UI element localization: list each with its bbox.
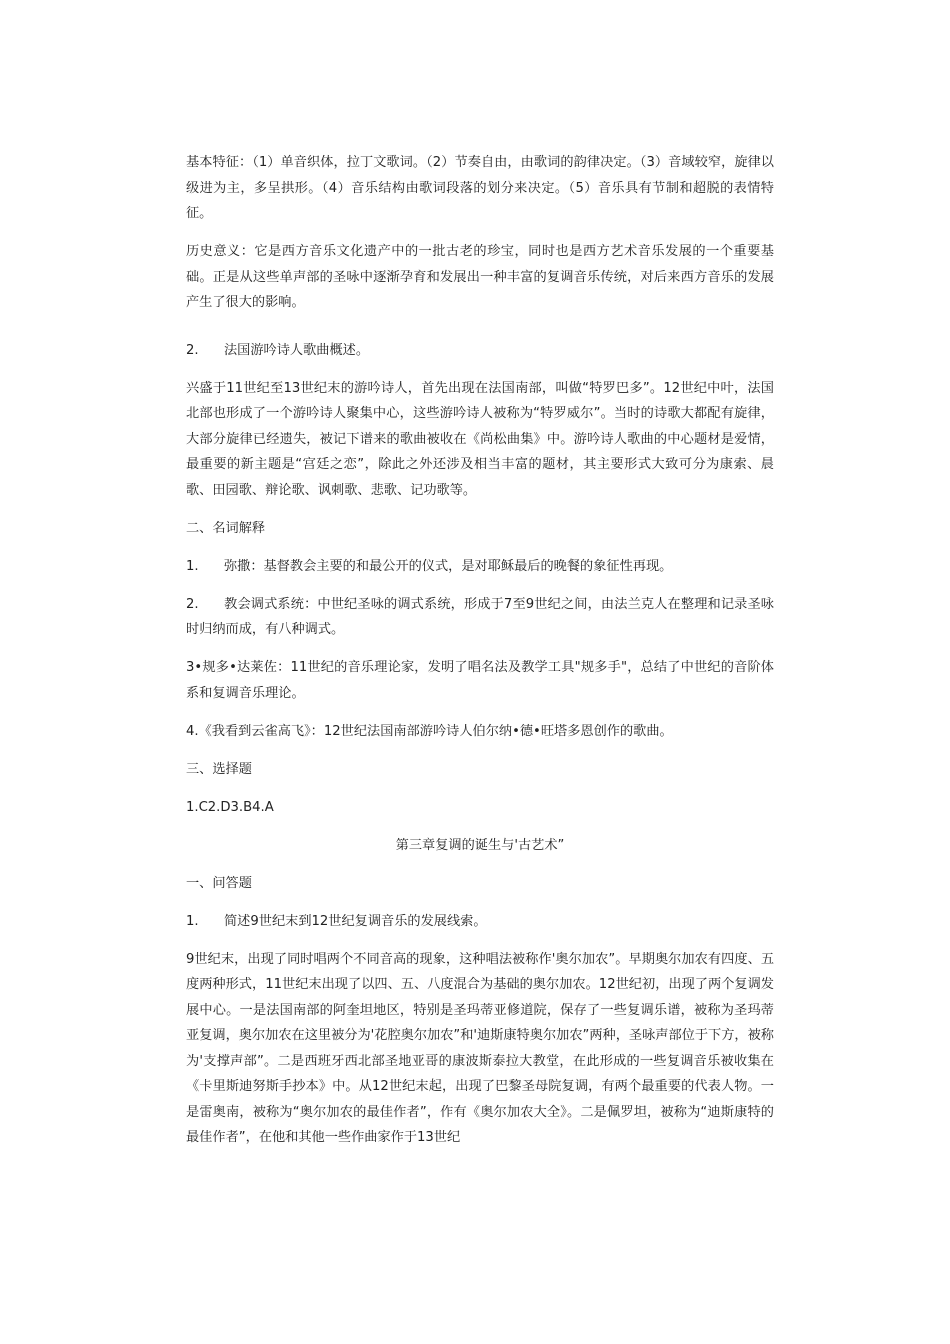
paragraph-basic-features: 基本特征：（1）单音织体，拉丁文歌词。（2）节奏自由，由歌词的韵律决定。（3）音域较窄，旋律以级进为主，多呈拱形。（4）音乐结构由歌词段落的划分来决定。（5）音乐具有节制和超脱的表情特征。 [186, 155, 774, 221]
list-number: 1. [186, 913, 199, 929]
term-skylark: 4.《我看到云雀高飞》：12世纪法国南部游吟诗人伯尔纳•德•旺塔多恩创作的歌曲。 [186, 723, 673, 739]
paragraph-historical-significance: 历史意义：它是西方音乐文化遗产中的一批古老的珍宝，同时也是西方艺术音乐发展的一个重要基础。正是从这些单声部的圣咏中逐渐孕育和发展出一种丰富的复调音乐传统，对后来西方音乐的发展产生了很大的影响。 [186, 244, 774, 310]
section-heading-questions: 一、问答题 [186, 875, 252, 891]
question-text: 简述9世纪末到12世纪复调音乐的发展线索。 [224, 913, 487, 929]
choice-answers: 1.C2.D3.B4.A [186, 799, 274, 815]
section-heading-choice: 三、选择题 [186, 761, 252, 777]
term-text: 教会调式系统：中世纪圣咏的调式系统，形成于7至9世纪之间，由法兰克人在整理和记录圣咏时归纳而成，有八种调式。 [186, 596, 774, 637]
term-text: 弥撒：基督教会主要的和最公开的仪式，是对耶稣最后的晚餐的象征性再现。 [224, 558, 673, 574]
list-number: 2. [186, 596, 199, 612]
question-heading-2 [186, 338, 774, 364]
paragraph-troubadour: 兴盛于11世纪至13世纪末的游吟诗人，首先出现在法国南部，叫做“特罗巴多”。12世纪中叶，法国北部也形成了一个游吟诗人聚集中心，这些游吟诗人被称为“特罗威尔”。当时的诗歌大都配有旋律，大部分旋律已经遗失，被记下谱来的歌曲被收在《尚松曲集》中。游吟诗人歌曲的中心题材是爱情，最重要的新主题是“宫廷之恋”，除此之外还涉及相当丰富的题材，其主要形式大致可分为康索、晨歌、田园歌、辩论歌、讽刺歌、悲歌、记功歌等。 [186, 380, 774, 498]
term-guido: 3•规多•达莱佐：11世纪的音乐理论家，发明了唱名法及教学工具"规多手"，总结了中世纪的音阶体系和复调音乐理论。 [186, 660, 774, 701]
document-page [186, 150, 774, 1163]
chapter-title: 第三章复调的诞生与'古艺术” [395, 837, 565, 853]
list-number: 1. [186, 558, 199, 574]
term-church-modes [186, 592, 774, 643]
question-text: 法国游吟诗人歌曲概述。 [224, 342, 370, 358]
section-heading-terms: 二、名词解释 [186, 520, 266, 536]
list-number: 2. [186, 342, 199, 358]
term-mass [186, 554, 774, 580]
question-heading-1 [186, 909, 774, 935]
paragraph-polyphony-development: 9世纪末，出现了同时唱两个不同音高的现象，这种唱法被称作'奥尔加农”。早期奥尔加农有四度、五度两种形式，11世纪末出现了以四、五、八度混合为基础的奥尔加农。12世纪初，出现了两个复调发展中心。一是法国南部的阿奎坦地区，特别是圣玛蒂亚修道院，保存了一些复调乐谱，被称为圣玛蒂亚复调，奥尔加农在这里被分为'花腔奥尔加农”和'迪斯康特奥尔加农”两种，圣咏声部位于下方，被称为'支撑声部”。二是西班牙西北部圣地亚哥的康波斯泰拉大教堂，在此形成的一些复调音乐被收集在《卡里斯迪努斯手抄本》中。从12世纪末起，出现了巴黎圣母院复调，有两个最重要的代表人物。一是雷奥南，被称为“奥尔加农的最佳作者”，作有《奥尔加农大全》。二是佩罗坦，被称为“迪斯康特的最佳作者”，在他和其他一些作曲家作于13世纪 [186, 951, 774, 1145]
